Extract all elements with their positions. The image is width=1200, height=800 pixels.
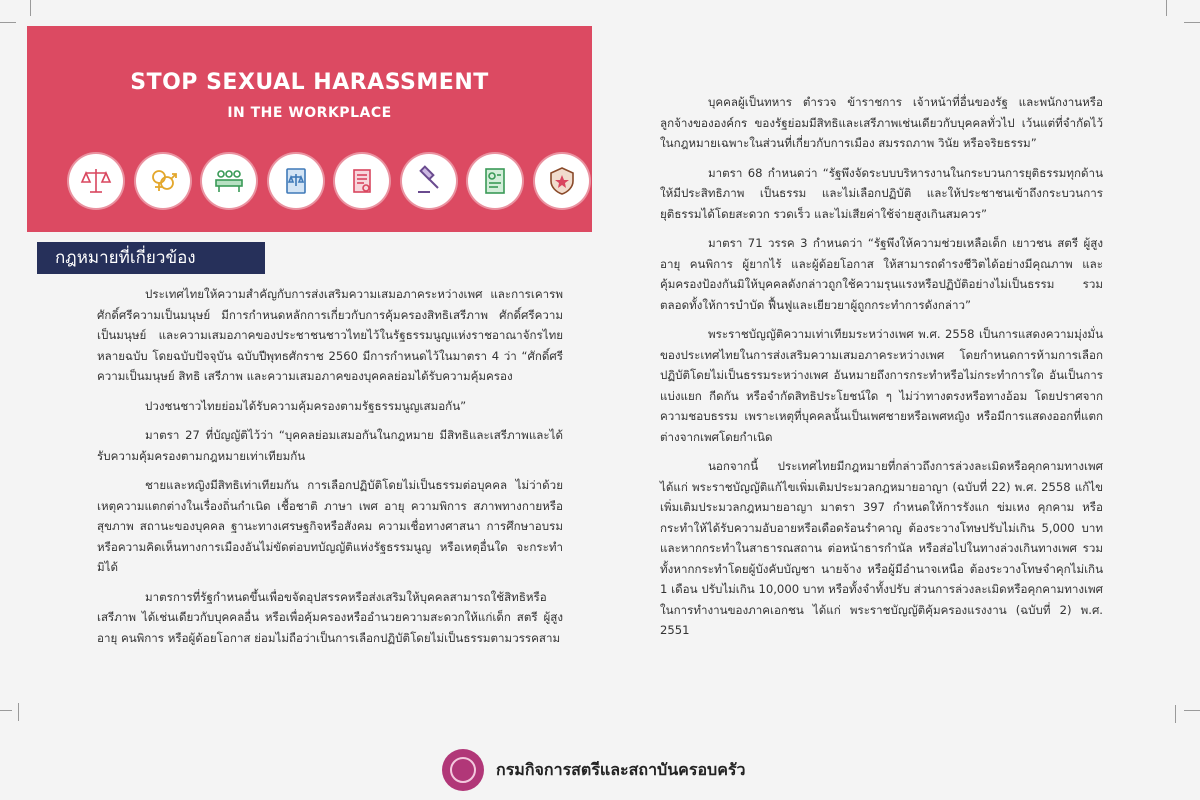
id-document-icon xyxy=(468,154,522,208)
law-book-icon xyxy=(269,154,323,208)
legal-scroll-icon xyxy=(335,154,389,208)
shield-star-icon xyxy=(535,154,589,208)
crop-mark xyxy=(0,710,12,711)
icon-row xyxy=(69,154,589,212)
crop-mark xyxy=(1166,0,1167,16)
paragraph: มาตรการที่รัฐกำหนดขึ้นเพื่อขจัดอุปสรรคหรือส่งเสริมให้บุคคลสามารถใช้สิทธิหรือเสรีภาพ ได้เช่นเดียวกับบุคคลอื่น หรือเพื่อคุ้มครองหรืออำนวยความสะดวกให้แก่เด็ก สตรี ผู้สูงอายุ คนพิการ หรือผู้ด้อยโอกาส ย่อมไม่ถือว่าเป็นการเลือกปฏิบัติโดยไม่เป็นธรรมตามวรรคสาม xyxy=(97,589,563,645)
paragraph: พระราชบัญญัติความเท่าเทียมระหว่างเพศ พ.ศ. 2558 เป็นการแสดงความมุ่งมั่นของประเทศไทยในการส่งเสริมความเสมอภาคระหว่างเพศ โดยกำหนดการห้ามการเลือกปฏิบัติโดยไม่เป็นธรรมระหว่างเพศ อันหมายถึงการกระทำหรือไม่กระทำการใด อันเป็นการแบ่งแยก กีดกัน หรือจำกัดสิทธิประโยชน์ใด ๆ ไม่ว่าทางตรงหรือทางอ้อม โดยปราศจากความชอบธรรม เพราะเหตุที่บุคคลนั้นเป็นเพศชายหรือเพศหญิง หรือมีการแสดงออกที่แตกต่างจากเพศโดยกำเนิด xyxy=(660,327,1103,444)
scales-icon xyxy=(69,154,123,208)
banner xyxy=(27,26,592,232)
gavel-icon xyxy=(402,154,456,208)
banner-title: STOP SEXUAL HARASSMENT xyxy=(130,70,489,95)
crop-mark xyxy=(1175,705,1176,723)
left-column xyxy=(97,284,563,657)
paragraph: ปวงชนชาวไทยย่อมได้รับความคุ้มครองตามรัฐธรรมนูญเสมอกัน” xyxy=(145,398,467,413)
paragraph: มาตรา 27 ที่บัญญัติไว้ว่า “บุคคลย่อมเสมอกันในกฎหมาย มีสิทธิและเสรีภาพและได้รับความคุ้มครองตามกฎหมายเท่าเทียมกัน xyxy=(97,428,563,463)
gender-symbols-icon xyxy=(136,154,190,208)
crop-mark xyxy=(1184,22,1200,23)
crop-mark xyxy=(0,22,16,23)
crop-mark xyxy=(1184,710,1200,711)
footer xyxy=(442,748,746,792)
right-column xyxy=(660,92,1103,650)
crop-mark xyxy=(18,703,19,721)
paragraph: นอกจากนี้ ประเทศไทยมีกฎหมายที่กล่าวถึงการล่วงละเมิดหรือคุกคามทางเพศ ได้แก่ พระราชบัญญัติแก้ไขเพิ่มเติมประมวลกฎหมายอาญา (ฉบับที่ 22) พ.ศ. 2558 แก้ไขเพิ่มเติมประมวลกฎหมายอาญา มาตรา 397 กำหนดให้การรังแก ข่มเหง คุกคาม หรือกระทำให้ได้รับความอับอายหรือเดือดร้อนรำคาญ ต้องระวางโทษปรับไม่เกิน 5,000 บาท และหากกระทำในสาธารณสถาน ต่อหน้าธารกำนัล หรือส่อไปในทางล่วงเกินทางเพศ รวมทั้งหากกระทำโดยผู้บังคับบัญชา นายจ้าง หรือผู้มีอำนาจเหนือ ต้องระวางโทษจำคุกไม่เกิน 1 เดือน ปรับไม่เกิน 10,000 บาท หรือทั้งจำทั้งปรับ ส่วนการล่วงละเมิดหรือคุกคามทางเพศในการทำงานของภาคเอกชน ได้แก่ พระราชบัญญัติคุ้มครองแรงงาน (ฉบับที่ 2) พ.ศ. 2551 xyxy=(660,459,1103,637)
paragraph: ประเทศไทยให้ความสำคัญกับการส่งเสริมความเสมอภาคระหว่างเพศ และการเคารพศักดิ์ศรีความเป็นมนุษย์ มีการกำหนดหลักการเกี่ยวกับการคุ้มครองสิทธิเสรีภาพ ศักดิ์ศรีความเป็นมนุษย์ และความเสมอภาคของประชาชนชาวไทยไว้ในรัฐธรรมนูญแห่งราชอาณาจักรไทยหลายฉบับ โดยฉบับปัจจุบัน ฉบับปีพุทธศักราช 2560 มีการกำหนดไว้ในมาตรา 4 ว่า “ศักดิ์ศรีความเป็นมนุษย์ สิทธิ เสรีภาพ และความเสมอภาคของบุคคลย่อมได้รับความคุ้มครอง xyxy=(97,287,563,383)
section-heading: กฎหมายที่เกี่ยวข้อง xyxy=(37,242,265,274)
ministry-seal-icon xyxy=(442,749,484,791)
organization-name: กรมกิจการสตรีและสถาบันครอบครัว xyxy=(496,759,746,779)
paragraph: บุคคลผู้เป็นทหาร ตำรวจ ข้าราชการ เจ้าหน้าที่อื่นของรัฐ และพนักงานหรือลูกจ้างขององค์กร ของรัฐย่อมมีสิทธิและเสรีภาพเช่นเดียวกับบุคคลทั่วไป เว้นแต่ที่จำกัดไว้ในกฎหมายเฉพาะในส่วนที่เกี่ยวกับการเมือง สมรรถภาพ วินัย หรือจริยธรรม” xyxy=(660,95,1103,150)
paragraph: มาตรา 71 วรรค 3 กำหนดว่า “รัฐพึงให้ความช่วยเหลือเด็ก เยาวชน สตรี ผู้สูงอายุ คนพิการ ผู้ยากไร้ และผู้ด้อยโอกาส ให้สามารถดำรงชีวิตได้อย่างมีคุณภาพ และคุ้มครองป้องกันมิให้บุคคลดังกล่าวถูกใช้ความรุนแรงหรือปฏิบัติอย่างไม่เป็นธรรม รวมตลอดทั้งให้การบำบัด ฟื้นฟูและเยียวยาผู้ถูกกระทำการดังกล่าว” xyxy=(660,236,1103,312)
group-meeting-icon xyxy=(202,154,256,208)
paragraph: ชายและหญิงมีสิทธิเท่าเทียมกัน การเลือกปฏิบัติโดยไม่เป็นธรรมต่อบุคคล ไม่ว่าด้วยเหตุความแตกต่างในเรื่องถิ่นกำเนิด เชื้อชาติ ภาษา เพศ อายุ ความพิการ สภาพทางกายหรือสุขภาพ สถานะของบุคคล ฐานะทางเศรษฐกิจหรือสังคม ความเชื่อทางศาสนา การศึกษาอบรม หรือความคิดเห็นทางการเมืองอันไม่ขัดต่อบทบัญญัติแห่งรัฐธรรมนูญ หรือเหตุอื่นใด จะกระทำมิได้ xyxy=(97,478,563,574)
paragraph: มาตรา 68 กำหนดว่า “รัฐพึงจัดระบบบริหารงานในกระบวนการยุติธรรมทุกด้านให้มีประสิทธิภาพ เป็นธรรม และไม่เลือกปฏิบัติ และให้ประชาชนเข้าถึงกระบวนการยุติธรรมได้โดยสะดวก รวดเร็ว และไม่เสียค่าใช้จ่ายสูงเกินสมควร” xyxy=(660,165,1103,221)
banner-subtitle: IN THE WORKPLACE xyxy=(227,105,392,121)
crop-mark xyxy=(30,0,31,16)
